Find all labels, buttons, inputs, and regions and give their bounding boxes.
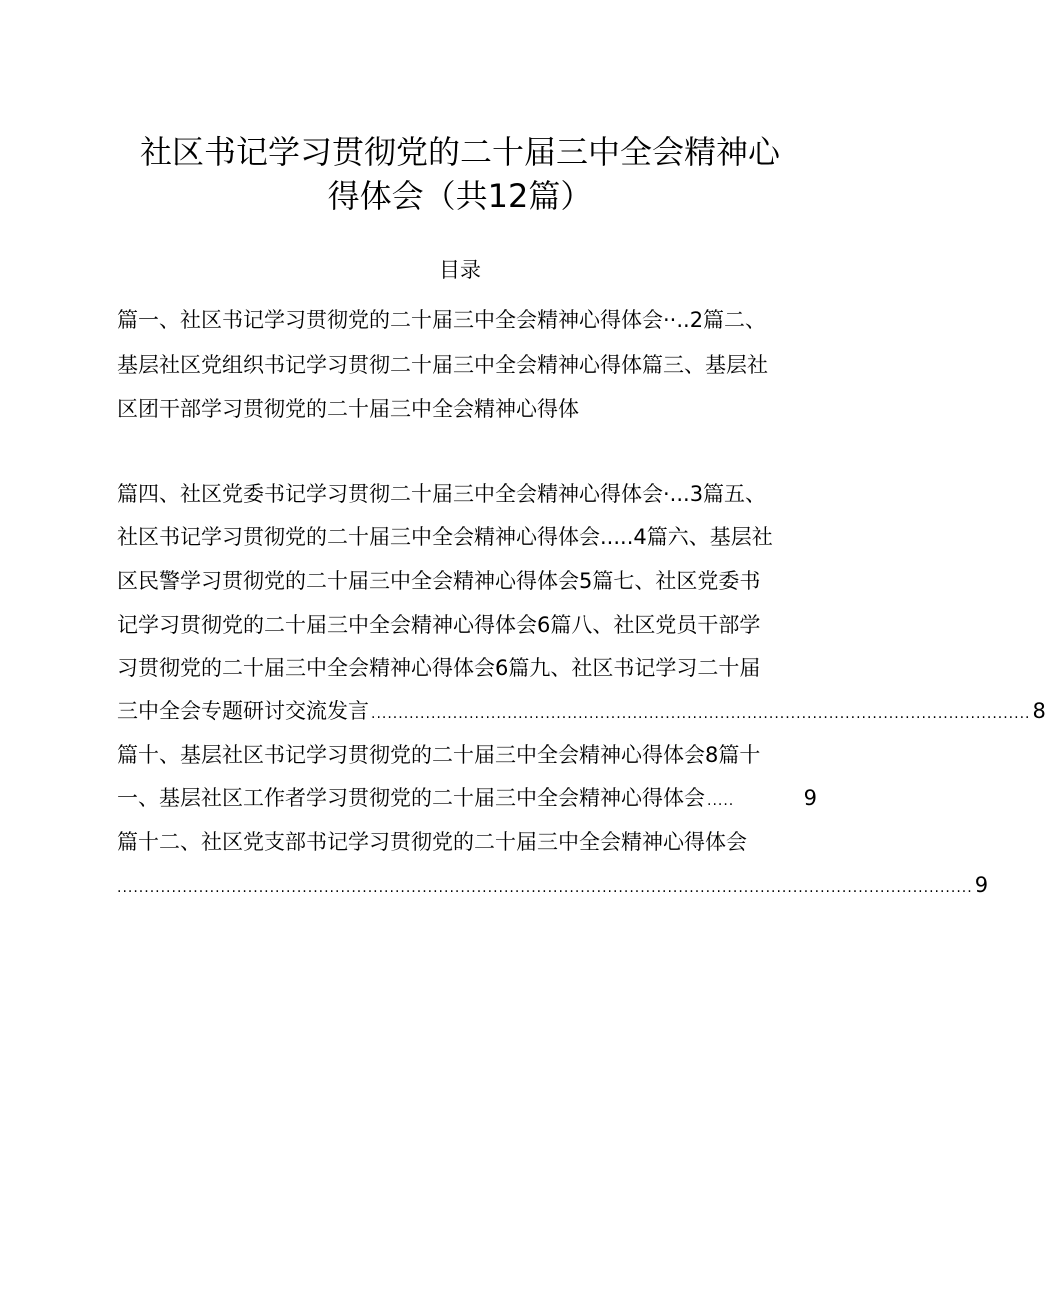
toc-line: 区团干部学习贯彻党的二十届三中全会精神心得体 xyxy=(117,397,579,421)
toc-page-number: 9 xyxy=(974,873,989,897)
dot-leader: ............................................................................................................................................................. xyxy=(117,880,973,896)
toc-page-number: 8 xyxy=(1032,699,1046,723)
toc-entry-text: 一、基层社区工作者学习贯彻党的二十届三中全会精神心得体会 xyxy=(117,786,705,810)
toc-line: 篇一、社区书记学习贯彻党的二十届三中全会精神心得体会··..2篇二、 xyxy=(117,308,767,332)
dot-leader: ......................................................................................................................... xyxy=(371,706,1031,722)
toc-line: 区民警学习贯彻党的二十届三中全会精神心得体会5篇七、社区党委书 xyxy=(117,569,761,593)
toc-line: 篇十二、社区党支部书记学习贯彻党的二十届三中全会精神心得体会 xyxy=(117,830,747,854)
toc-entry-row xyxy=(117,697,1046,728)
toc-line: 篇四、社区党委书记学习贯彻二十届三中全会精神心得体会·...3篇五、 xyxy=(117,482,767,506)
document-title-line-2: 得体会（共12篇） xyxy=(327,177,593,215)
toc-line: 篇十、基层社区书记学习贯彻党的二十届三中全会精神心得体会8篇十 xyxy=(117,743,761,767)
toc-line: 社区书记学习贯彻党的二十届三中全会精神心得体会.....4篇六、基层社 xyxy=(117,525,773,549)
toc-line: 基层社区党组织书记学习贯彻二十届三中全会精神心得体篇三、基层社 xyxy=(117,353,768,377)
toc-entry-row xyxy=(117,784,817,815)
toc-entry-text: 三中全会专题研讨交流发言 xyxy=(117,699,369,723)
toc-page-number: 9 xyxy=(803,786,817,810)
toc-entry-row xyxy=(117,871,989,902)
document-title-line-1: 社区书记学习贯彻党的二十届三中全会精神心 xyxy=(139,133,780,171)
toc-line: 记学习贯彻党的二十届三中全会精神心得体会6篇八、社区党员干部学 xyxy=(117,613,761,637)
toc-heading: 目录 xyxy=(439,258,481,282)
toc-line: 习贯彻党的二十届三中全会精神心得体会6篇九、社区书记学习二十届 xyxy=(117,656,761,680)
dot-leader: ..... xyxy=(707,793,735,809)
